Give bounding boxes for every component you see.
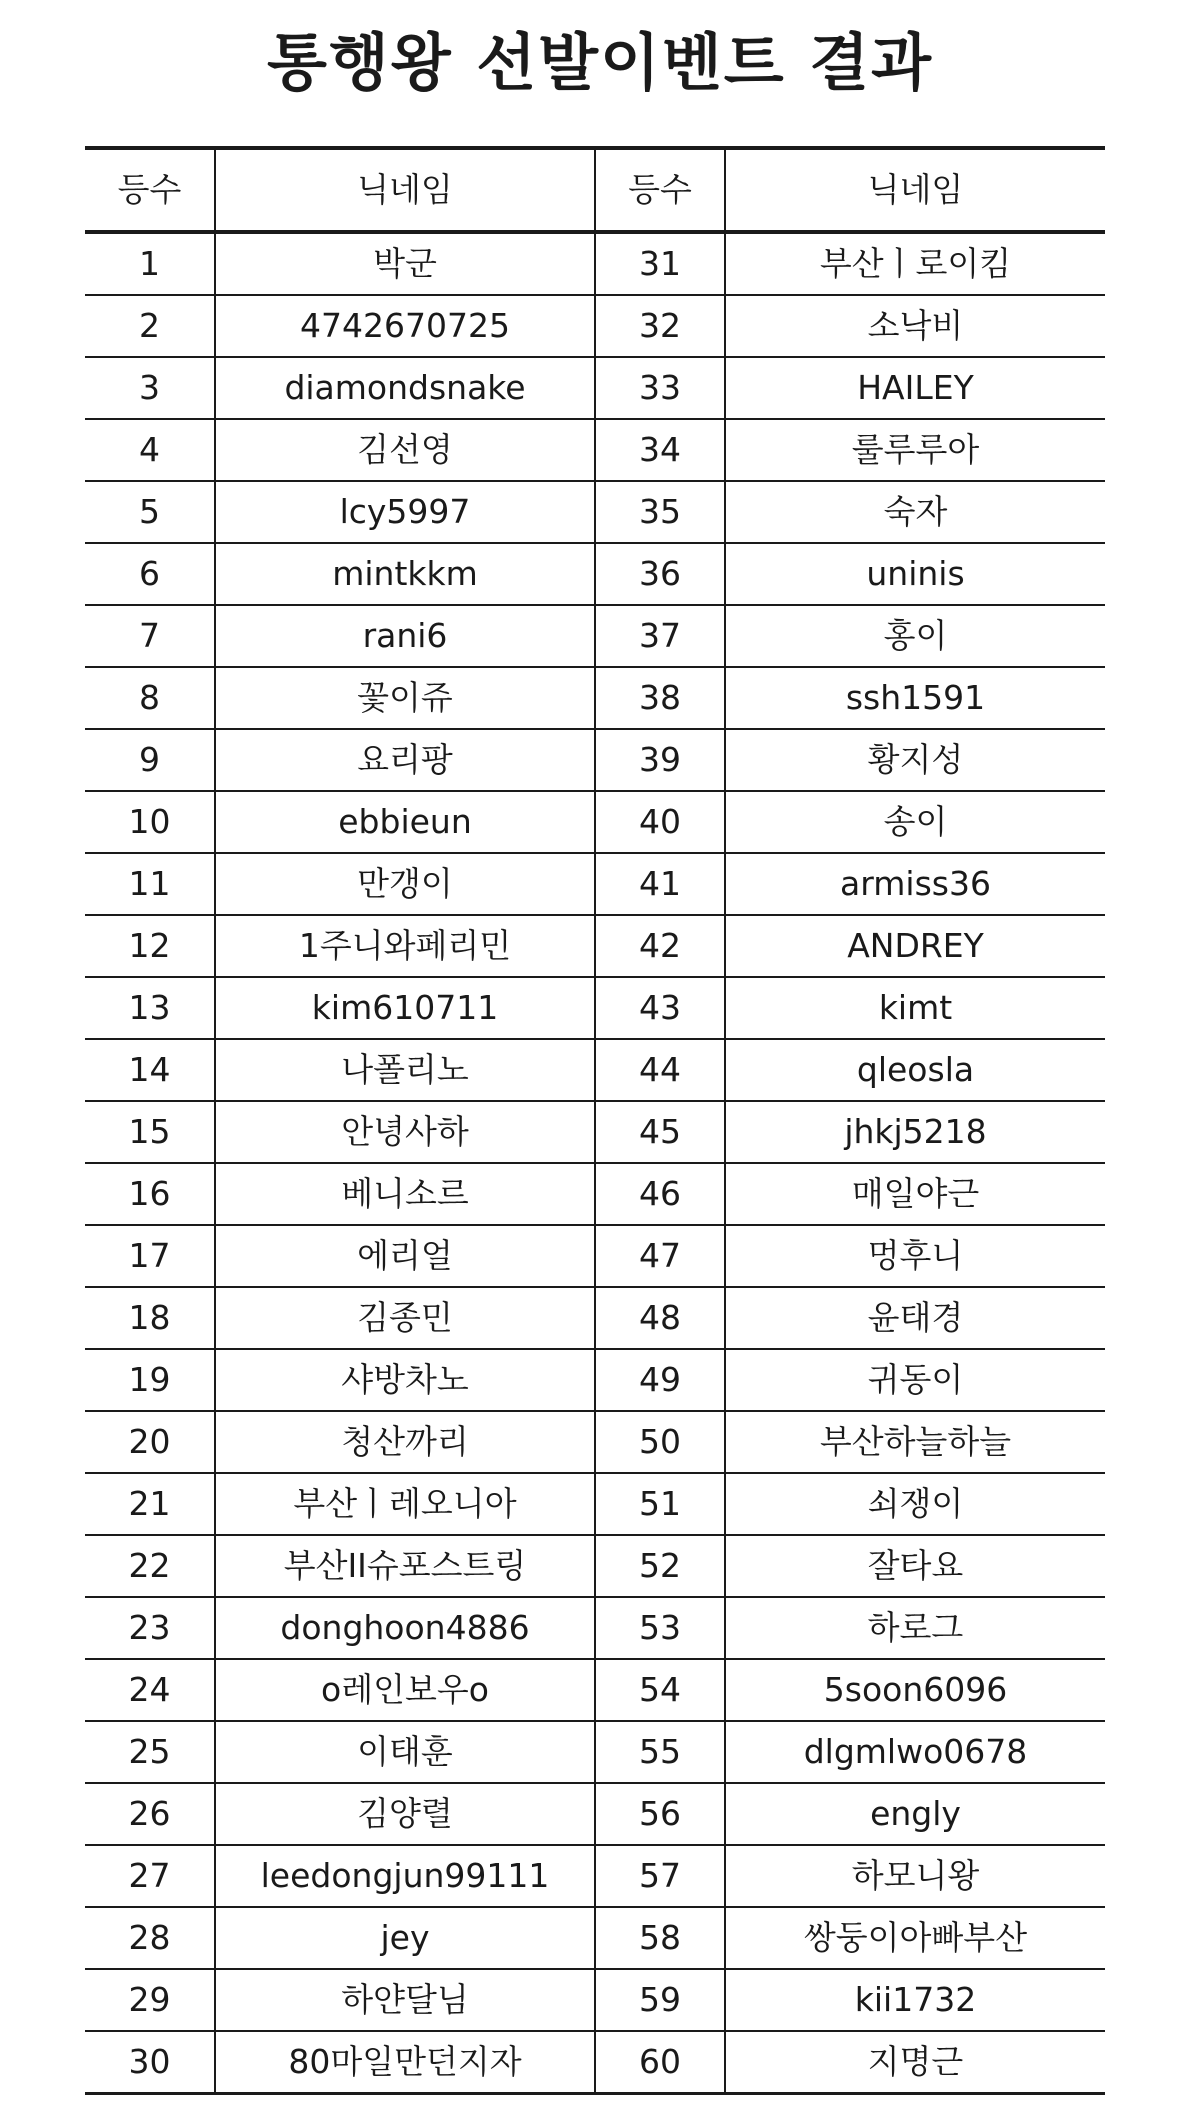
nickname-cell: donghoon4886 bbox=[215, 1597, 595, 1659]
rank-cell: 7 bbox=[85, 605, 215, 667]
rank-cell: 19 bbox=[85, 1349, 215, 1411]
table-row bbox=[85, 1039, 1105, 1101]
nickname-cell: 귀동이 bbox=[725, 1349, 1105, 1411]
table-row bbox=[85, 667, 1105, 729]
rank-cell: 34 bbox=[595, 419, 725, 481]
table-row bbox=[85, 1659, 1105, 1721]
rank-cell: 8 bbox=[85, 667, 215, 729]
nickname-cell: 매일야근 bbox=[725, 1163, 1105, 1225]
rank-cell: 21 bbox=[85, 1473, 215, 1535]
nickname-cell: kii1732 bbox=[725, 1969, 1105, 2031]
rank-cell: 54 bbox=[595, 1659, 725, 1721]
nickname-cell: dlgmlwo0678 bbox=[725, 1721, 1105, 1783]
table-row bbox=[85, 605, 1105, 667]
nickname-cell: ebbieun bbox=[215, 791, 595, 853]
rank-cell: 56 bbox=[595, 1783, 725, 1845]
nickname-cell: lcy5997 bbox=[215, 481, 595, 543]
table-row bbox=[85, 1225, 1105, 1287]
nickname-cell: 부산하늘하늘 bbox=[725, 1411, 1105, 1473]
rank-cell: 4 bbox=[85, 419, 215, 481]
nickname-cell: ssh1591 bbox=[725, 667, 1105, 729]
table-row bbox=[85, 1473, 1105, 1535]
rank-cell: 25 bbox=[85, 1721, 215, 1783]
nickname-cell: diamondsnake bbox=[215, 357, 595, 419]
rank-cell: 26 bbox=[85, 1783, 215, 1845]
rank-cell: 32 bbox=[595, 295, 725, 357]
table-row bbox=[85, 1783, 1105, 1845]
nickname-cell: 송이 bbox=[725, 791, 1105, 853]
table-row bbox=[85, 1907, 1105, 1969]
nickname-header-right: 닉네임 bbox=[725, 148, 1105, 232]
rank-cell: 33 bbox=[595, 357, 725, 419]
rank-cell: 50 bbox=[595, 1411, 725, 1473]
rank-cell: 43 bbox=[595, 977, 725, 1039]
nickname-cell: 요리팡 bbox=[215, 729, 595, 791]
nickname-cell: 잘타요 bbox=[725, 1535, 1105, 1597]
nickname-cell: 만갱이 bbox=[215, 853, 595, 915]
nickname-cell: 쇠쟁이 bbox=[725, 1473, 1105, 1535]
nickname-cell: 김양렬 bbox=[215, 1783, 595, 1845]
rank-cell: 12 bbox=[85, 915, 215, 977]
table-row bbox=[85, 357, 1105, 419]
nickname-cell: HAILEY bbox=[725, 357, 1105, 419]
rank-cell: 5 bbox=[85, 481, 215, 543]
nickname-cell: 황지성 bbox=[725, 729, 1105, 791]
table-row bbox=[85, 1163, 1105, 1225]
table-row bbox=[85, 1101, 1105, 1163]
rank-cell: 1 bbox=[85, 232, 215, 295]
rank-cell: 39 bbox=[595, 729, 725, 791]
nickname-cell: 꽃이쥬 bbox=[215, 667, 595, 729]
rank-cell: 6 bbox=[85, 543, 215, 605]
results-table bbox=[85, 146, 1105, 2095]
rank-cell: 40 bbox=[595, 791, 725, 853]
nickname-cell: ANDREY bbox=[725, 915, 1105, 977]
rank-cell: 48 bbox=[595, 1287, 725, 1349]
rank-cell: 11 bbox=[85, 853, 215, 915]
nickname-cell: 하얀달님 bbox=[215, 1969, 595, 2031]
rank-cell: 2 bbox=[85, 295, 215, 357]
nickname-cell: jey bbox=[215, 1907, 595, 1969]
nickname-cell: mintkkm bbox=[215, 543, 595, 605]
nickname-cell: 청산까리 bbox=[215, 1411, 595, 1473]
rank-cell: 17 bbox=[85, 1225, 215, 1287]
rank-cell: 3 bbox=[85, 357, 215, 419]
rank-cell: 58 bbox=[595, 1907, 725, 1969]
rank-cell: 10 bbox=[85, 791, 215, 853]
table-row bbox=[85, 1721, 1105, 1783]
nickname-cell: 부산ㅣ로이킴 bbox=[725, 232, 1105, 295]
table-row bbox=[85, 729, 1105, 791]
table-row bbox=[85, 1411, 1105, 1473]
nickname-cell: 안녕사하 bbox=[215, 1101, 595, 1163]
nickname-cell: kim610711 bbox=[215, 977, 595, 1039]
rank-cell: 55 bbox=[595, 1721, 725, 1783]
nickname-cell: 부산II슈포스트링 bbox=[215, 1535, 595, 1597]
nickname-cell: 4742670725 bbox=[215, 295, 595, 357]
table-row bbox=[85, 295, 1105, 357]
nickname-cell: 김종민 bbox=[215, 1287, 595, 1349]
nickname-cell: 룰루루아 bbox=[725, 419, 1105, 481]
nickname-cell: kimt bbox=[725, 977, 1105, 1039]
nickname-cell: 홍이 bbox=[725, 605, 1105, 667]
nickname-cell: 베니소르 bbox=[215, 1163, 595, 1225]
rank-cell: 22 bbox=[85, 1535, 215, 1597]
nickname-cell: 김선영 bbox=[215, 419, 595, 481]
rank-cell: 23 bbox=[85, 1597, 215, 1659]
rank-cell: 52 bbox=[595, 1535, 725, 1597]
rank-cell: 28 bbox=[85, 1907, 215, 1969]
nickname-cell: leedongjun99111 bbox=[215, 1845, 595, 1907]
nickname-header-left: 닉네임 bbox=[215, 148, 595, 232]
rank-cell: 38 bbox=[595, 667, 725, 729]
rank-cell: 45 bbox=[595, 1101, 725, 1163]
rank-cell: 20 bbox=[85, 1411, 215, 1473]
rank-header-left: 등수 bbox=[85, 148, 215, 232]
rank-cell: 49 bbox=[595, 1349, 725, 1411]
nickname-cell: uninis bbox=[725, 543, 1105, 605]
rank-cell: 16 bbox=[85, 1163, 215, 1225]
rank-cell: 24 bbox=[85, 1659, 215, 1721]
rank-cell: 42 bbox=[595, 915, 725, 977]
table-row bbox=[85, 543, 1105, 605]
table-row bbox=[85, 481, 1105, 543]
table-row bbox=[85, 1845, 1105, 1907]
table-row bbox=[85, 2031, 1105, 2094]
rank-cell: 41 bbox=[595, 853, 725, 915]
table-row bbox=[85, 977, 1105, 1039]
nickname-cell: engly bbox=[725, 1783, 1105, 1845]
rank-cell: 59 bbox=[595, 1969, 725, 2031]
rank-cell: 18 bbox=[85, 1287, 215, 1349]
table-row bbox=[85, 1969, 1105, 2031]
rank-cell: 35 bbox=[595, 481, 725, 543]
rank-cell: 57 bbox=[595, 1845, 725, 1907]
rank-cell: 30 bbox=[85, 2031, 215, 2094]
table-row bbox=[85, 419, 1105, 481]
table-row bbox=[85, 1597, 1105, 1659]
header-row bbox=[85, 148, 1105, 232]
rank-cell: 53 bbox=[595, 1597, 725, 1659]
table-row bbox=[85, 915, 1105, 977]
nickname-cell: 샤방차노 bbox=[215, 1349, 595, 1411]
rank-cell: 37 bbox=[595, 605, 725, 667]
nickname-cell: o레인보우o bbox=[215, 1659, 595, 1721]
nickname-cell: 이태훈 bbox=[215, 1721, 595, 1783]
nickname-cell: rani6 bbox=[215, 605, 595, 667]
table-row bbox=[85, 232, 1105, 295]
rank-cell: 60 bbox=[595, 2031, 725, 2094]
table-row bbox=[85, 853, 1105, 915]
nickname-cell: 멍후니 bbox=[725, 1225, 1105, 1287]
rank-cell: 27 bbox=[85, 1845, 215, 1907]
rank-cell: 44 bbox=[595, 1039, 725, 1101]
rank-cell: 31 bbox=[595, 232, 725, 295]
rank-cell: 14 bbox=[85, 1039, 215, 1101]
nickname-cell: 에리얼 bbox=[215, 1225, 595, 1287]
rank-header-right: 등수 bbox=[595, 148, 725, 232]
rank-cell: 9 bbox=[85, 729, 215, 791]
nickname-cell: jhkj5218 bbox=[725, 1101, 1105, 1163]
nickname-cell: qleosla bbox=[725, 1039, 1105, 1101]
nickname-cell: 80마일만던지자 bbox=[215, 2031, 595, 2094]
nickname-cell: 윤태경 bbox=[725, 1287, 1105, 1349]
nickname-cell: 부산ㅣ레오니아 bbox=[215, 1473, 595, 1535]
rank-cell: 29 bbox=[85, 1969, 215, 2031]
page-title: 통행왕 선발이벤트 결과 bbox=[266, 26, 934, 99]
nickname-cell: 숙자 bbox=[725, 481, 1105, 543]
rank-cell: 51 bbox=[595, 1473, 725, 1535]
nickname-cell: 쌍둥이아빠부산 bbox=[725, 1907, 1105, 1969]
nickname-cell: 하로그 bbox=[725, 1597, 1105, 1659]
nickname-cell: 나폴리노 bbox=[215, 1039, 595, 1101]
nickname-cell: armiss36 bbox=[725, 853, 1105, 915]
rank-cell: 46 bbox=[595, 1163, 725, 1225]
nickname-cell: 소낙비 bbox=[725, 295, 1105, 357]
nickname-cell: 하모니왕 bbox=[725, 1845, 1105, 1907]
rank-cell: 36 bbox=[595, 543, 725, 605]
table-row bbox=[85, 1349, 1105, 1411]
nickname-cell: 박군 bbox=[215, 232, 595, 295]
rank-cell: 15 bbox=[85, 1101, 215, 1163]
table-body bbox=[85, 232, 1105, 2094]
nickname-cell: 1주니와페리민 bbox=[215, 915, 595, 977]
rank-cell: 47 bbox=[595, 1225, 725, 1287]
table-row bbox=[85, 791, 1105, 853]
table-row bbox=[85, 1287, 1105, 1349]
rank-cell: 13 bbox=[85, 977, 215, 1039]
table-row bbox=[85, 1535, 1105, 1597]
nickname-cell: 5soon6096 bbox=[725, 1659, 1105, 1721]
nickname-cell: 지명근 bbox=[725, 2031, 1105, 2094]
